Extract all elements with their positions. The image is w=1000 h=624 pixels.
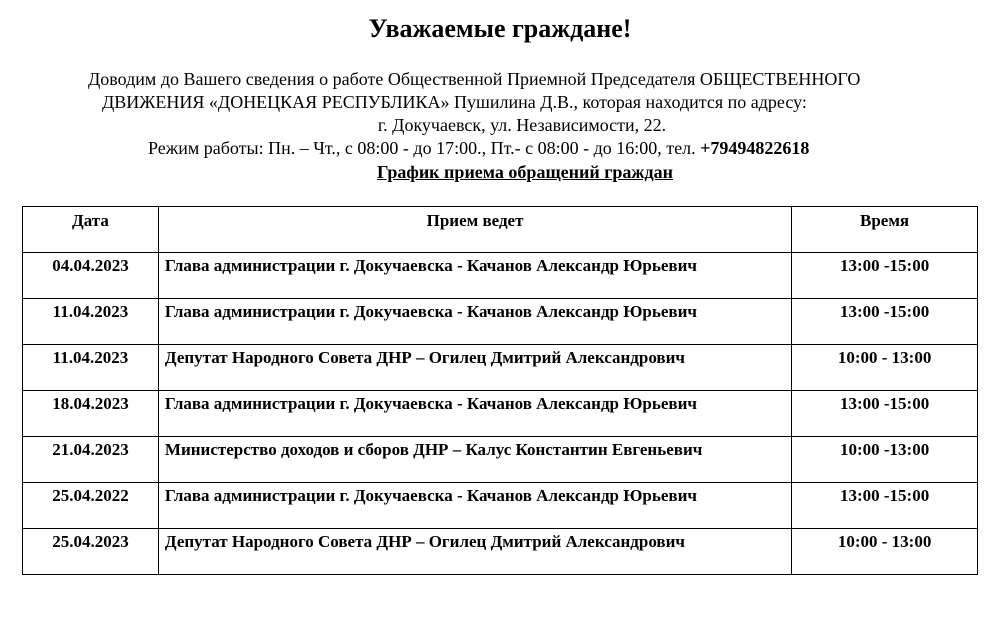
row-host: Депутат Народного Совета ДНР – Огилец Дмитрий Александрович	[158, 529, 791, 575]
column-header-date: Дата	[23, 207, 159, 253]
schedule-table	[22, 206, 978, 575]
row-time: 10:00 - 13:00	[792, 345, 978, 391]
row-date: 11.04.2023	[23, 345, 159, 391]
column-header-time: Время	[792, 207, 978, 253]
row-date: 18.04.2023	[23, 391, 159, 437]
intro-address: г. Докучаевск, ул. Независимости, 22.	[377, 115, 667, 135]
row-date: 25.04.2022	[23, 483, 159, 529]
table-row	[23, 345, 978, 391]
row-time: 13:00 -15:00	[792, 253, 978, 299]
row-host: Глава администрации г. Докучаевска - Качанов Александр Юрьевич	[158, 483, 791, 529]
page-title: Уважаемые граждане!	[368, 14, 632, 43]
schedule-heading: График приема обращений граждан	[377, 162, 673, 182]
phone-number: +79494822618	[700, 138, 810, 158]
row-host: Глава администрации г. Докучаевска - Качанов Александр Юрьевич	[158, 253, 791, 299]
row-date: 25.04.2023	[23, 529, 159, 575]
row-date: 11.04.2023	[23, 299, 159, 345]
row-date: 21.04.2023	[23, 437, 159, 483]
table-row	[23, 437, 978, 483]
row-host: Депутат Народного Совета ДНР – Огилец Дмитрий Александрович	[158, 345, 791, 391]
intro-line-2: ДВИЖЕНИЯ «ДОНЕЦКАЯ РЕСПУБЛИКА» Пушилина Д.В., которая находится по адресу:	[102, 92, 807, 112]
table-header-row	[23, 207, 978, 253]
column-header-host: Прием ведет	[158, 207, 791, 253]
row-date: 04.04.2023	[23, 253, 159, 299]
working-hours-text: Режим работы: Пн. – Чт., с 08:00 - до 17:00., Пт.- с 08:00 - до 16:00, тел.	[148, 138, 701, 158]
row-time: 13:00 -15:00	[792, 483, 978, 529]
row-host: Министерство доходов и сборов ДНР – Калус Константин Евгеньевич	[158, 437, 791, 483]
table-row	[23, 529, 978, 575]
row-time: 13:00 -15:00	[792, 391, 978, 437]
row-time: 13:00 -15:00	[792, 299, 978, 345]
row-host: Глава администрации г. Докучаевска - Качанов Александр Юрьевич	[158, 391, 791, 437]
table-row	[23, 391, 978, 437]
row-time: 10:00 - 13:00	[792, 529, 978, 575]
row-host: Глава администрации г. Докучаевска - Качанов Александр Юрьевич	[158, 299, 791, 345]
intro-line-1: Доводим до Вашего сведения о работе Общественной Приемной Председателя ОБЩЕСТВЕННОГО	[88, 69, 861, 89]
table-row	[23, 483, 978, 529]
row-time: 10:00 -13:00	[792, 437, 978, 483]
table-row	[23, 299, 978, 345]
table-row	[23, 253, 978, 299]
intro-working-hours	[0, 137, 1000, 160]
